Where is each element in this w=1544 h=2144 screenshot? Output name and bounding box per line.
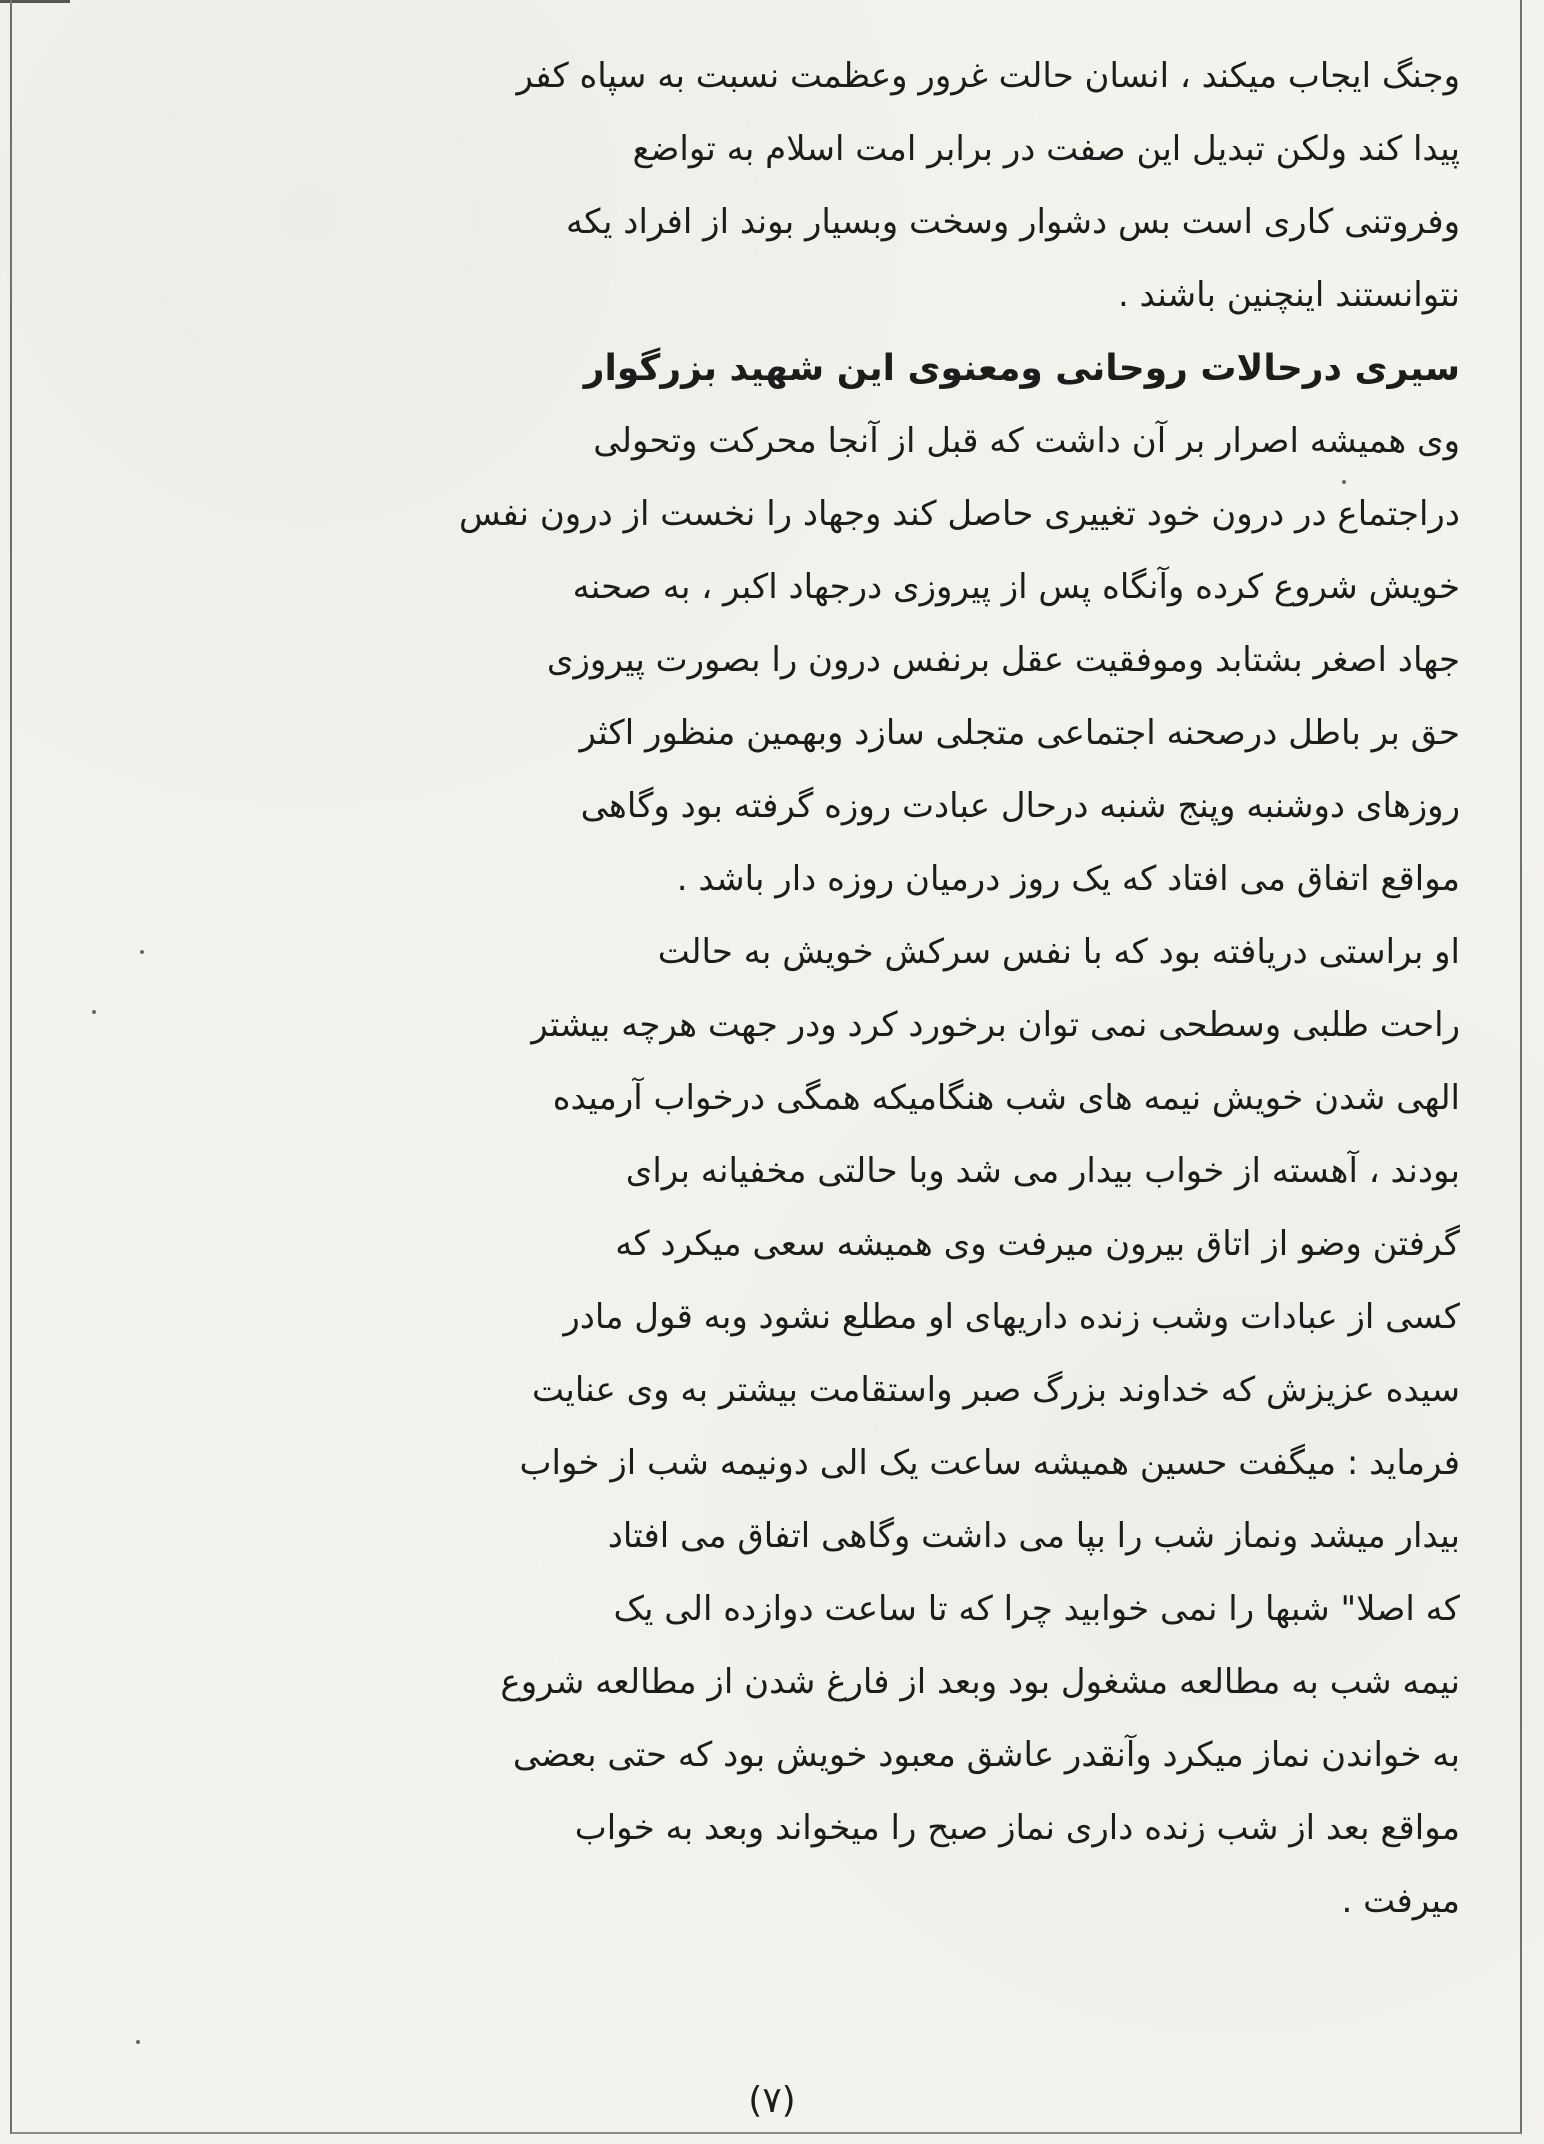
- text-line-7: دراجتماع در درون خود تغییری حاصل کند وجهاد را نخست از درون نفس: [459, 494, 1460, 534]
- text-line-19: سیده عزیزش که خداوند بزرگ صبر واستقامت بیشتر به وی عنایت: [532, 1370, 1460, 1410]
- scan-speck: [1342, 480, 1346, 484]
- scan-speck: [136, 2040, 140, 2044]
- text-line-24: به خواندن نماز میکرد وآنقدر عاشق معبود خویش بود که حتی بعضی: [512, 1735, 1460, 1775]
- text-line-14: راحت طلبی وسطحی نمی توان برخورد کرد ودر جهت هرچه بیشتر: [531, 1005, 1460, 1045]
- text-line-16: بودند ، آهسته از خواب بیدار می شد وبا حالتی مخفیانه برای: [625, 1151, 1460, 1191]
- text-line-1: وجنگ ایجاب میکند ، انسان حالت غرور وعظمت نسبت به سپاه کفر: [516, 56, 1460, 96]
- text-line-18: کسی از عبادات وشب زنده داریهای او مطلع نشود وبه قول مادر: [563, 1297, 1460, 1337]
- text-line-23: نیمه شب به مطالعه مشغول بود وبعد از فارغ شدن از مطالعه شروع: [500, 1662, 1460, 1702]
- text-line-11: روزهای دوشنبه وپنج شنبه درحال عبادت روزه گرفته بود وگاهی: [580, 786, 1460, 826]
- text-line-3: وفروتنی کاری است بس دشوار وسخت وبسیار بوند از افراد یکه: [566, 202, 1460, 242]
- text-line-2: پیدا کند ولکن تبدیل این صفت در برابر امت اسلام به تواضع: [632, 129, 1460, 169]
- text-line-20: فرماید : میگفت حسین همیشه ساعت یک الی دونیمه شب از خواب: [519, 1443, 1460, 1483]
- body-text: [100, 40, 1460, 1938]
- page-number: (۷): [748, 2080, 796, 2121]
- text-line-9: جهاد اصغر بشتابد وموفقیت عقل برنفس درون را بصورت پیروزی: [546, 640, 1460, 680]
- text-line-8: خویش شروع کرده وآنگاه پس از پیروزی درجهاد اکبر ، به صحنه: [572, 567, 1460, 607]
- scan-speck: [140, 950, 144, 954]
- text-line-15: الهی شدن خویش نیمه های شب هنگامیکه همگی درخواب آرمیده: [552, 1078, 1460, 1118]
- text-line-4: نتوانستند اینچنین باشند .: [1117, 275, 1460, 315]
- text-line-6: وی همیشه اصرار بر آن داشت که قبل از آنجا محرکت وتحولی: [593, 421, 1460, 461]
- text-line-26: میرفت .: [1341, 1881, 1460, 1921]
- text-line-21: بیدار میشد ونماز شب را بپا می داشت وگاهی اتفاق می افتاد: [607, 1516, 1460, 1556]
- text-line-10: حق بر باطل درصحنه اجتماعی متجلی سازد وبهمین منظور اکثر: [579, 713, 1460, 753]
- text-line-17: گرفتن وضو از اتاق بیرون میرفت وی همیشه سعی میکرد که: [615, 1224, 1460, 1264]
- text-line-22: که اصلا" شبها را نمی خوابید چرا که تا ساعت دوازده الی یک: [613, 1589, 1460, 1629]
- text-line-12: مواقع اتفاق می افتاد که یک روز درمیان روزه دار باشد .: [676, 859, 1460, 899]
- scan-speck: [92, 1010, 96, 1014]
- section-heading: سیری درحالات روحانی ومعنوی این شهید بزرگوار: [583, 348, 1460, 389]
- text-line-13: او براستی دریافته بود که با نفس سرکش خویش به حالت: [657, 932, 1460, 972]
- text-line-25: مواقع بعد از شب زنده داری نماز صبح را میخواند وبعد به خواب: [574, 1808, 1460, 1848]
